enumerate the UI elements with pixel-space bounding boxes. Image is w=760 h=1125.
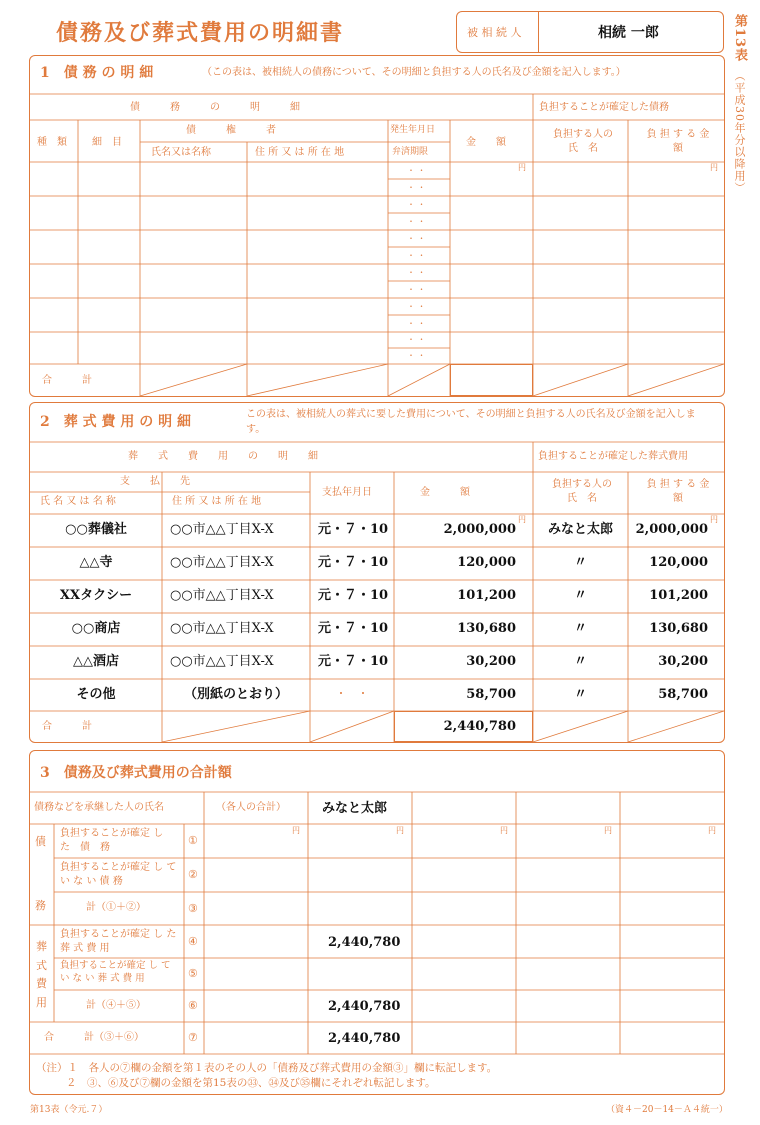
s2-payee-name[interactable]: △△酒店 [73,654,119,669]
s2-payee-address[interactable]: ○○市△△丁目X-X [170,654,274,669]
s1-header-confirmed: 負担することが確定した債務 [539,102,669,113]
section3-title: 3 債務及び葬式費用の合計額 [40,765,232,781]
s3-num-1: ① [188,834,198,847]
s2-header-address: 住 所 又 は 所 在 地 [172,496,262,507]
s2-amount[interactable]: 2,000,000 [443,522,516,537]
s2-header-date: 支払年月日 [322,487,372,498]
s2-payee-name[interactable]: XXタクシー [59,588,133,603]
form-year-note: （平成30年分以降用） [733,70,746,194]
s1-date-dots: ・ ・ [407,251,426,260]
s1-date-dots: ・ ・ [407,302,426,311]
s1-date-dots: ・ ・ [407,200,426,209]
s1-date-dots: ・ ・ [407,285,426,294]
s3-row2-label: 負担することが確定 し て い な い 債 務 [60,862,177,887]
s3-num-2: ② [188,868,198,881]
s2-yen-pamount: 円 [710,515,718,524]
s3-yen: 円 [604,826,612,835]
s3-num-5: ⑤ [188,967,198,980]
s1-header-creditor: 債 権 者 [186,125,276,136]
s2-payee-name[interactable]: ○○商店 [71,621,121,636]
s2-person[interactable]: 〃 [573,621,587,636]
heir-name: 相続 一郎 [598,25,659,41]
s3-yen: 円 [708,826,716,835]
section1-title: 1 債 務 の 明 細 [40,65,154,81]
note-line-2: ２ ③、⑥及び⑦欄の金額を第15表の㉝、㉞及び㉟欄にそれぞれ転記します。 [66,1077,436,1089]
s2-person[interactable]: 〃 [573,555,587,570]
s3-num-7: ⑦ [188,1031,198,1044]
s3-value-row7[interactable]: 2,440,780 [328,1031,401,1046]
s3-row5-label: 負担することが確定 し て い な い 葬 式 費 用 [60,960,171,984]
section2-note: この表は、被相続人の葬式に要した費用について、その明細と負担する人の氏名及び金額を記入します。 [246,409,696,435]
s3-row7-label: 合 計（③＋⑥） [44,1032,144,1043]
s2-header-detail: 葬 式 費 用 の 明 細 [128,451,318,462]
section1-note: （この表は、被相続人の債務について、その明細と負担する人の氏名及び金額を記入します。） [202,67,626,78]
s2-total-label: 合 計 [42,721,92,732]
s1-header-date2: 弁済期限 [392,147,429,157]
s2-person[interactable]: みなと太郎 [547,522,613,537]
s1-date-dots: ・ ・ [407,268,426,277]
s1-date-dots: ・ ・ [407,234,426,243]
s2-yen-amount: 円 [518,515,526,524]
s3-vlabel-debt2: 務 [35,899,46,912]
s1-yen-pamount: 円 [710,163,718,172]
s1-date-dots: ・ ・ [407,319,426,328]
s1-header-date1: 発生年月日 [390,125,436,135]
s2-person[interactable]: 〃 [573,654,587,669]
s3-yen: 円 [396,826,404,835]
s1-header-detail: 債 務 の 明 細 [130,102,300,113]
s1-header-pamount: 負 担 す る 金 額 [646,129,730,154]
s2-payee-name[interactable]: ○○葬儀社 [65,522,127,537]
s2-payment-date[interactable]: 元・７・10 [318,522,389,537]
s2-payee-name[interactable]: △△寺 [79,555,113,570]
s2-amount[interactable]: 58,700 [466,687,516,702]
s2-amount[interactable]: 130,680 [457,621,516,636]
s1-yen-amount: 円 [518,163,526,172]
s1-total-label: 合 計 [42,375,92,386]
s3-value-row4[interactable]: 2,440,780 [328,935,401,950]
s2-payee-name[interactable]: その他 [76,687,116,702]
s2-person[interactable]: 〃 [573,588,587,603]
s1-header-address: 住 所 又 は 所 在 地 [255,147,345,158]
s1-header-amount: 金 額 [466,137,506,148]
s2-amount[interactable]: 120,000 [457,555,516,570]
s2-person[interactable]: 〃 [573,687,587,702]
s2-payee-address[interactable]: ○○市△△丁目X-X [170,555,274,570]
s2-payment-date[interactable]: 元・７・10 [318,654,389,669]
s3-row4-label: 負担することが確定 し た 葬 式 費 用 [60,929,177,954]
s2-header-person: 負担する人の 氏 名 [552,479,612,504]
s3-yen: 円 [500,826,508,835]
s2-amount[interactable]: 30,200 [466,654,516,669]
heir-label: 被 相 続 人 [467,26,522,39]
s3-num-3: ③ [188,902,198,915]
footer-form-code: 第13表（令元.７） [30,1105,108,1115]
s2-pamount[interactable]: 2,000,000 [635,522,708,537]
s2-payee-address[interactable]: ○○市△△丁目X-X [170,588,274,603]
s2-header-payee: 支 払 先 [120,476,190,487]
s2-amount[interactable]: 101,200 [457,588,516,603]
s3-header-sum: （各人の合計） [216,802,286,813]
s3-header-heir: 債務などを承継した人の氏名 [34,802,164,813]
s3-vlabel-debt1: 債 [35,835,46,848]
s2-payment-date[interactable]: 元・７・10 [318,588,389,603]
s3-value-row6[interactable]: 2,440,780 [328,999,401,1014]
s1-header-kind: 種 類 [37,137,67,148]
s3-row6-label: 計（④＋⑤） [86,1000,146,1011]
s3-heir-name-1[interactable]: みなと太郎 [322,801,388,816]
s2-pamount[interactable]: 120,000 [649,555,708,570]
footer-reference: （資４－20－14－Ａ４統一） [606,1105,728,1115]
s2-pamount[interactable]: 30,200 [658,654,708,669]
s2-payment-date[interactable]: 元・７・10 [318,555,389,570]
s1-date-dots: ・ ・ [407,166,426,175]
s2-payee-address[interactable]: ○○市△△丁目X-X [170,621,274,636]
s1-date-dots: ・ ・ [407,183,426,192]
form-number-label: 第13表 [732,14,747,63]
s2-payee-address[interactable]: （別紙のとおり） [183,687,288,702]
s1-date-dots: ・ ・ [407,351,426,360]
s2-payment-date[interactable]: ・ ・ [335,687,369,700]
s3-num-6: ⑥ [188,999,198,1012]
s3-num-4: ④ [188,935,198,948]
s2-header-confirmed: 負担することが確定した葬式費用 [538,451,688,462]
s1-header-item: 細 目 [92,137,122,148]
s1-header-name: 氏名又は名称 [151,147,211,158]
s2-header-amount: 金 額 [420,487,470,498]
section2-title: 2 葬 式 費 用 の 明 細 [40,414,191,430]
s2-pamount[interactable]: 130,680 [649,621,708,636]
s1-date-dots: ・ ・ [407,217,426,226]
page-title: 債務及び葬式費用の明細書 [56,20,345,46]
s1-header-person: 負担する人の 氏 名 [553,129,613,154]
s3-yen: 円 [292,826,300,835]
s3-row1-label: 負担することが確定 し た 債 務 [60,828,174,853]
s3-vlabel-funeral: 葬式費用 [36,940,47,1010]
s2-header-name: 氏 名 又 は 名 称 [40,496,116,507]
note-line-1: （注）１ 各人の⑦欄の金額を第１表のその人の「債務及び葬式費用の金額③」欄に転記します。 [36,1062,498,1074]
s2-pamount[interactable]: 58,700 [658,687,708,702]
s2-pamount[interactable]: 101,200 [649,588,708,603]
s2-payment-date[interactable]: 元・７・10 [318,621,389,636]
s2-header-pamount: 負 担 す る 金 額 [646,479,730,504]
s2-payee-address[interactable]: ○○市△△丁目X-X [170,522,274,537]
s3-row3-label: 計（①＋②） [86,902,146,913]
s2-total-amount: 2,440,780 [443,719,516,734]
s1-date-dots: ・ ・ [407,335,426,344]
